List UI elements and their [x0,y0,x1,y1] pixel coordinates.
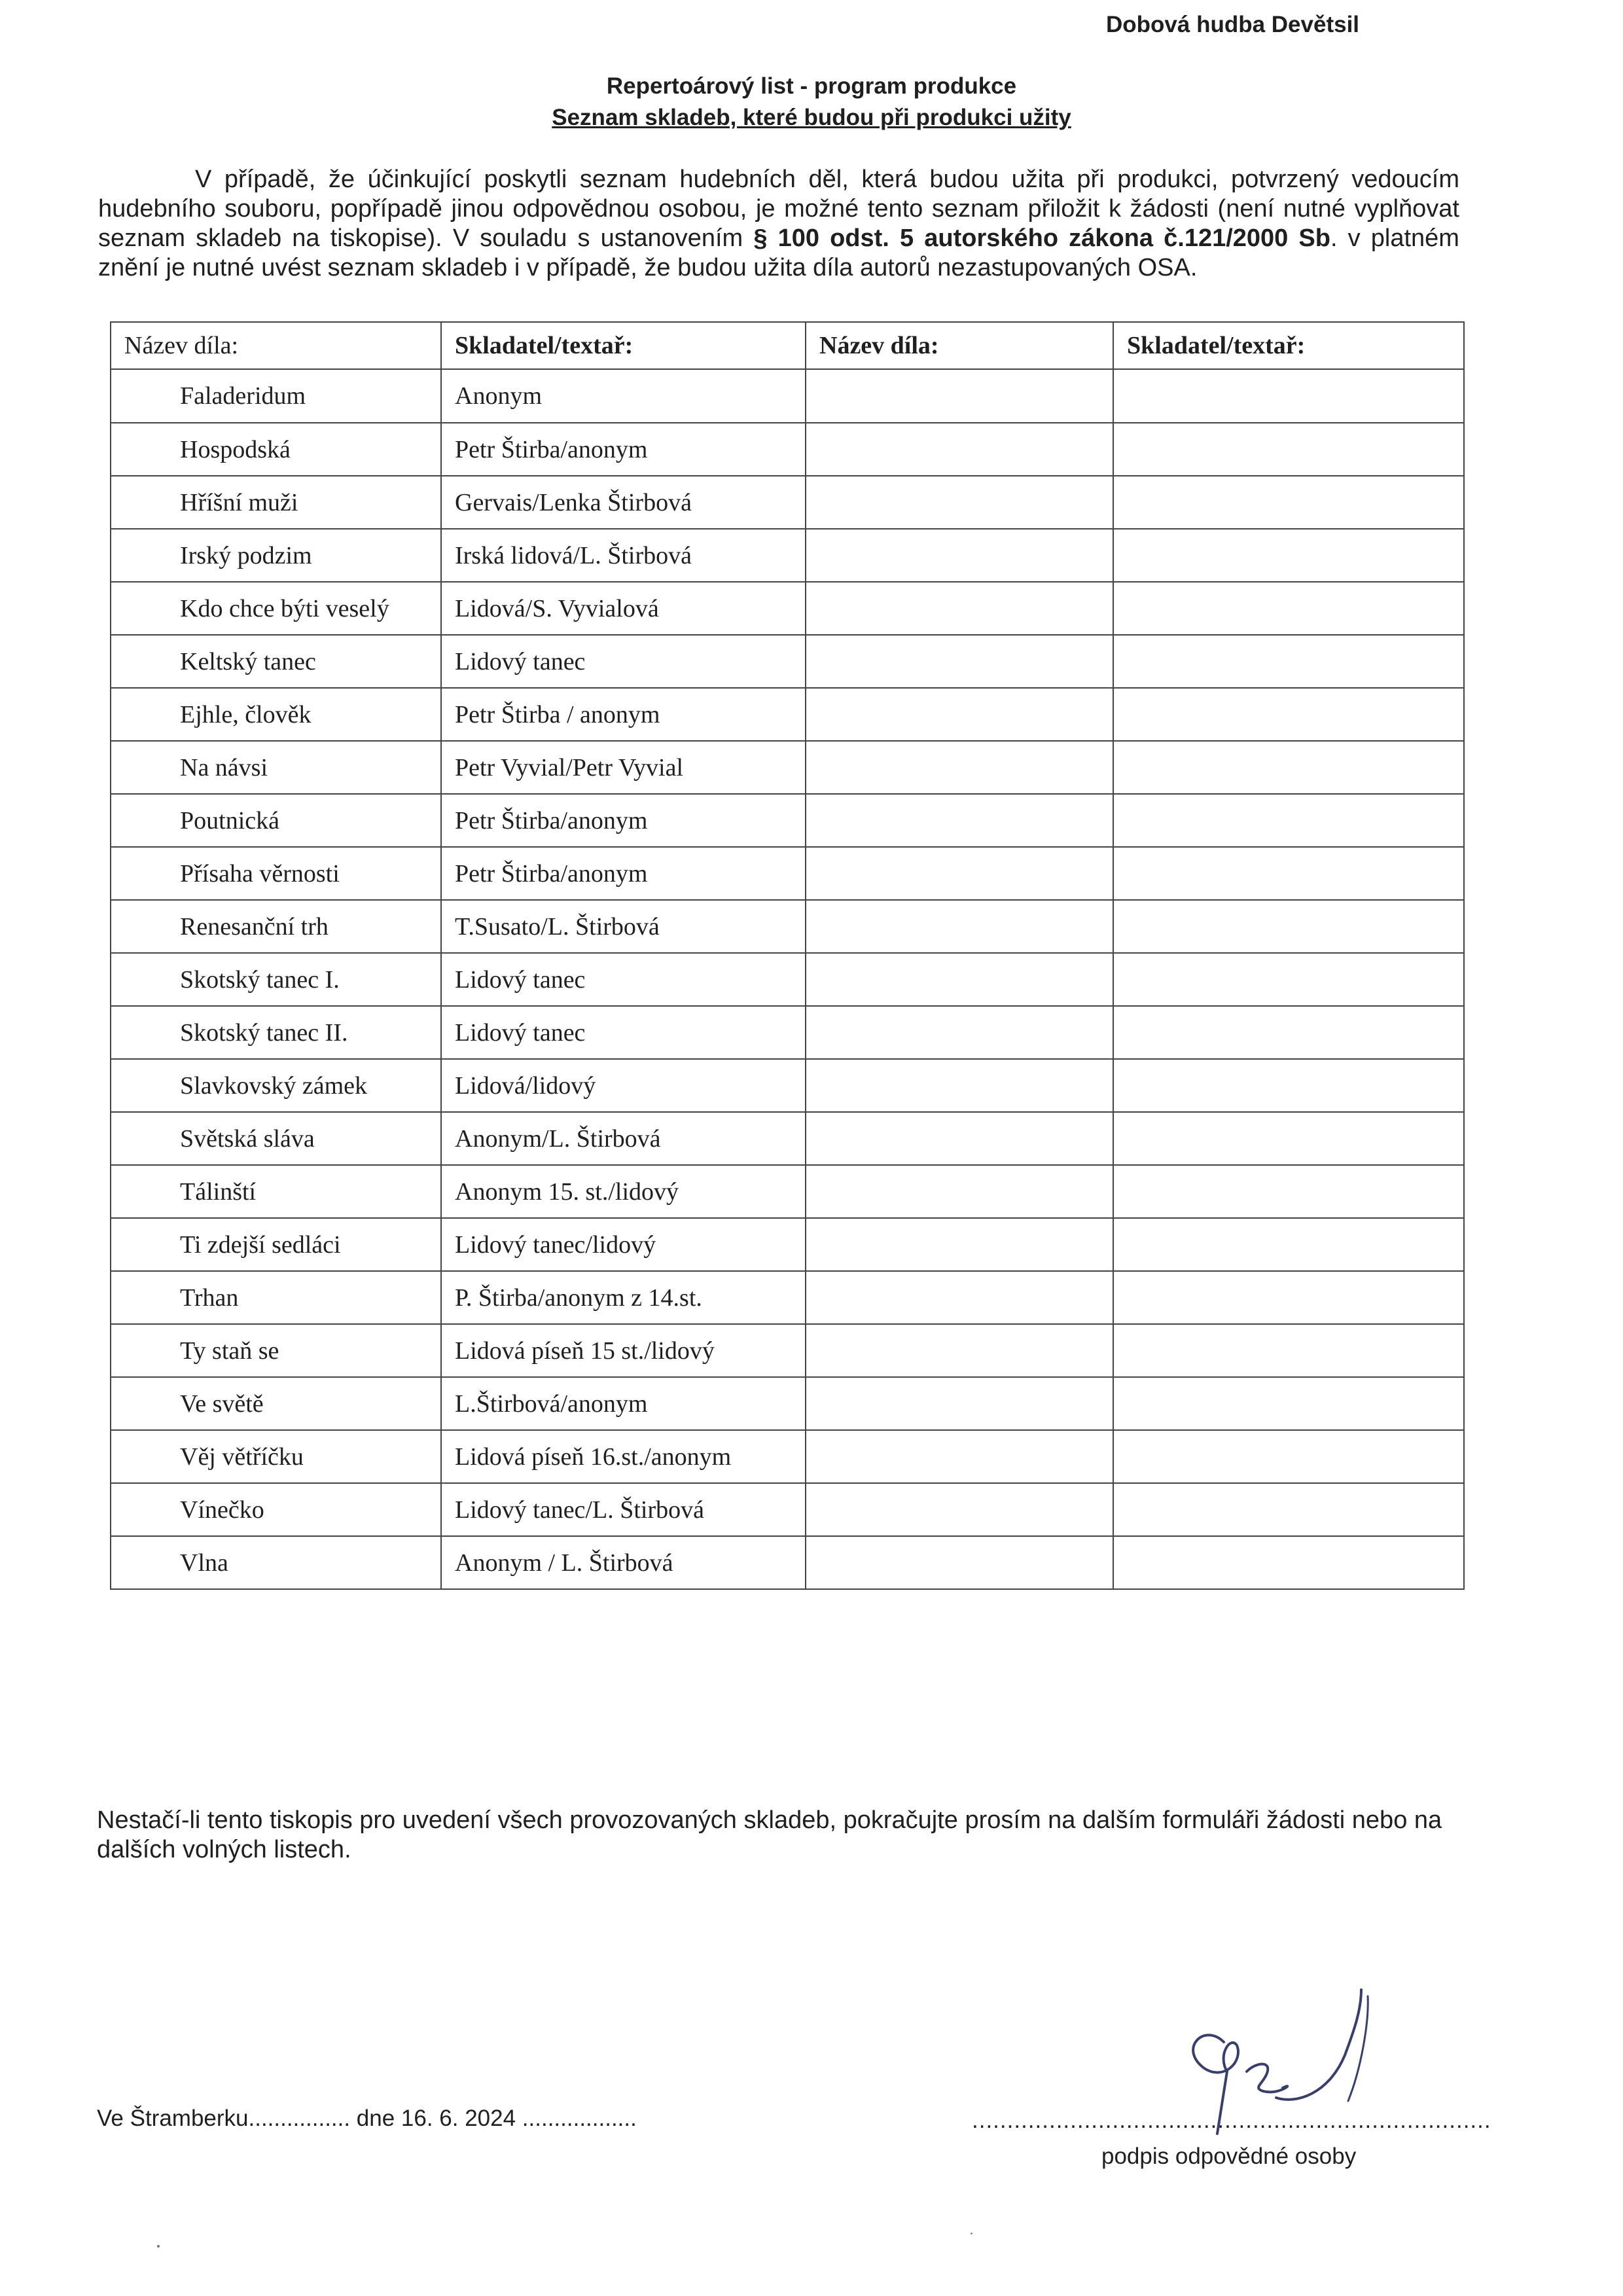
empty-author-cell [1113,1483,1464,1536]
song-author: Lidová/lidový [441,1059,806,1112]
empty-title-cell [806,1059,1113,1112]
table-row [111,741,1464,794]
page-subtitle: Seznam skladeb, které budou při produkci užity [552,105,1071,130]
song-title: Poutnická [111,794,441,847]
table-row [111,1006,1464,1059]
table-row [111,423,1464,476]
table-row [111,688,1464,741]
table-body [111,369,1464,1589]
song-author: Petr Štirba/anonym [441,794,806,847]
empty-author-cell [1113,635,1464,688]
intro-law-reference: § 100 odst. 5 autorského zákona č.121/2000 Sb [753,224,1330,252]
empty-title-cell [806,529,1113,582]
song-author: Lidový tanec [441,635,806,688]
table-row [111,1483,1464,1536]
empty-author-cell [1113,1377,1464,1430]
intro-paragraph [98,165,1459,283]
organization-name: Dobová hudba Devětsil [1106,12,1360,37]
header-author-1: Skladatel/textař: [441,322,806,369]
song-title: Irský podzim [111,529,441,582]
empty-title-cell [806,1165,1113,1218]
empty-title-cell [806,688,1113,741]
scan-speck [157,2245,160,2248]
song-author: Lidový tanec [441,1006,806,1059]
table-row [111,369,1464,423]
empty-author-cell [1113,582,1464,635]
table-row [111,1377,1464,1430]
empty-title-cell [806,423,1113,476]
song-author: Petr Štirba / anonym [441,688,806,741]
song-author: Petr Štirba/anonym [441,423,806,476]
empty-title-cell [806,1006,1113,1059]
table-row [111,582,1464,635]
empty-author-cell [1113,1271,1464,1324]
place-and-date: Ve Štramberku................ dne 16. 6. 2024 .................. [97,2106,637,2131]
scan-speck [971,2233,972,2234]
song-title: Keltský tanec [111,635,441,688]
empty-title-cell [806,794,1113,847]
table-row [111,900,1464,953]
table-row [111,1324,1464,1377]
song-author: L.Štirbová/anonym [441,1377,806,1430]
song-author: Gervais/Lenka Štirbová [441,476,806,529]
signature-label: podpis odpovědné osoby [1101,2144,1357,2169]
song-title: Vínečko [111,1483,441,1536]
song-author: Lidový tanec/lidový [441,1218,806,1271]
empty-author-cell [1113,794,1464,847]
table-row [111,1059,1464,1112]
repertoire-table [110,321,1465,1590]
empty-title-cell [806,582,1113,635]
song-title: Ve světě [111,1377,441,1430]
table-row [111,794,1464,847]
header-title-2: Název díla: [806,322,1113,369]
empty-title-cell [806,635,1113,688]
header-author-2: Skladatel/textař: [1113,322,1464,369]
song-author: Petr Štirba/anonym [441,847,806,900]
empty-author-cell [1113,1430,1464,1483]
empty-author-cell [1113,900,1464,953]
empty-title-cell [806,953,1113,1006]
empty-author-cell [1113,1536,1464,1589]
song-title: Kdo chce býti veselý [111,582,441,635]
empty-author-cell [1113,476,1464,529]
empty-title-cell [806,369,1113,423]
table-header-row [111,322,1464,369]
empty-title-cell [806,1377,1113,1430]
empty-title-cell [806,1271,1113,1324]
song-title: Ti zdejší sedláci [111,1218,441,1271]
empty-author-cell [1113,529,1464,582]
table-row [111,1430,1464,1483]
table-row [111,1271,1464,1324]
empty-author-cell [1113,953,1464,1006]
song-author: T.Susato/L. Štirbová [441,900,806,953]
empty-title-cell [806,1324,1113,1377]
table-row [111,529,1464,582]
song-author: Irská lidová/L. Štirbová [441,529,806,582]
intro-text-part1: V případě, že účinkující poskytli seznam hudebních děl, která budou užita při produkci, potvrzený vedoucím hudebního souboru, popřípadě jinou odpovědnou osobou, je možné tento seznam přiložit k žádosti (není nutné vyplňovat seznam skladeb na tiskopise). V souladu s ustanovením [98,166,1459,252]
empty-author-cell [1113,1006,1464,1059]
table-row [111,1112,1464,1165]
empty-title-cell [806,1218,1113,1271]
table-row [111,1536,1464,1589]
song-title: Renesanční trh [111,900,441,953]
empty-title-cell [806,900,1113,953]
song-title: Ty staň se [111,1324,441,1377]
page-title: Repertoárový list - program produkce [606,73,1017,99]
song-title: Na návsi [111,741,441,794]
table-row [111,953,1464,1006]
table-row [111,635,1464,688]
song-title: Faladeridum [111,369,441,423]
empty-author-cell [1113,1165,1464,1218]
empty-title-cell [806,1112,1113,1165]
song-title: Vlna [111,1536,441,1589]
song-title: Tálinští [111,1165,441,1218]
empty-title-cell [806,1430,1113,1483]
song-author: Petr Vyvial/Petr Vyvial [441,741,806,794]
empty-title-cell [806,741,1113,794]
song-author: Anonym / L. Štirbová [441,1536,806,1589]
empty-title-cell [806,847,1113,900]
song-author: Lidová píseň 16.st./anonym [441,1430,806,1483]
empty-title-cell [806,476,1113,529]
empty-author-cell [1113,1059,1464,1112]
song-title: Skotský tanec I. [111,953,441,1006]
empty-author-cell [1113,688,1464,741]
song-title: Ejhle, člověk [111,688,441,741]
song-author: Lidový tanec [441,953,806,1006]
song-title: Slavkovský zámek [111,1059,441,1112]
song-title: Hříšní muži [111,476,441,529]
empty-title-cell [806,1483,1113,1536]
table-row [111,1218,1464,1271]
song-title: Hospodská [111,423,441,476]
empty-author-cell [1113,1324,1464,1377]
song-author: Anonym [441,369,806,423]
song-title: Věj větříčku [111,1430,441,1483]
song-author: Lidová/S. Vyvialová [441,582,806,635]
song-title: Přísaha věrnosti [111,847,441,900]
intro-text-part2: . v platném znění je nutné uvést seznam skladeb i v případě, že budou užita díla autorů nezastupovaných OSA. [98,224,1459,281]
song-author: Anonym 15. st./lidový [441,1165,806,1218]
song-author: Lidový tanec/L. Štirbová [441,1483,806,1536]
empty-author-cell [1113,741,1464,794]
table-row [111,847,1464,900]
song-author: Lidová píseň 15 st./lidový [441,1324,806,1377]
song-title: Trhan [111,1271,441,1324]
signature-line: .......................................................................... [972,2108,1491,2133]
header-title-1: Název díla: [111,322,441,369]
empty-author-cell [1113,369,1464,423]
empty-author-cell [1113,847,1464,900]
empty-author-cell [1113,1218,1464,1271]
song-author: P. Štirba/anonym z 14.st. [441,1271,806,1324]
empty-author-cell [1113,1112,1464,1165]
song-title: Skotský tanec II. [111,1006,441,1059]
handwritten-signature [1165,1983,1387,2179]
table-row [111,1165,1464,1218]
song-author: Anonym/L. Štirbová [441,1112,806,1165]
table-row [111,476,1464,529]
empty-title-cell [806,1536,1113,1589]
continuation-note: Nestačí-li tento tiskopis pro uvedení všech provozovaných skladeb, pokračujte prosím na dalším formuláři žádosti nebo na dalších volných listech. [97,1806,1442,1863]
song-title: Světská sláva [111,1112,441,1165]
empty-author-cell [1113,423,1464,476]
